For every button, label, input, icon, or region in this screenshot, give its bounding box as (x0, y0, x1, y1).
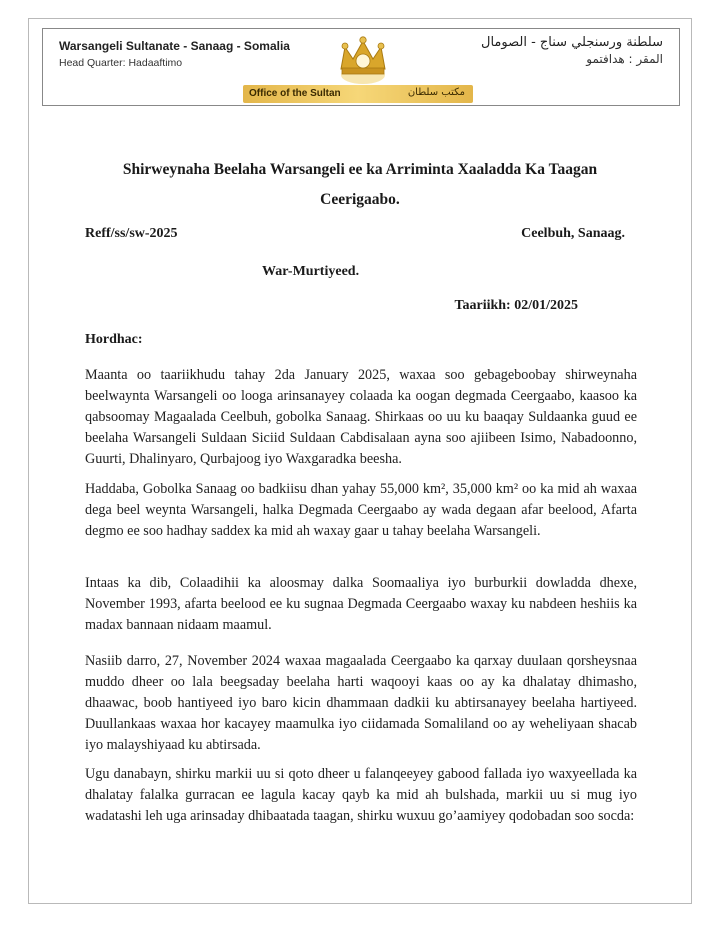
office-label-ar: مكتب سلطان (407, 87, 465, 98)
letterhead-arabic (481, 35, 663, 66)
document-title-line1: Shirweynaha Beelaha Warsangeli ee ka Arriminta Xaaladda Ka Taagan (122, 161, 598, 178)
letterhead-title-en: Warsangeli Sultanate - Sanaag - Somalia (59, 39, 290, 53)
document-subject: War-Murtiyeed. (262, 264, 360, 279)
crown-logo-icon (331, 35, 395, 87)
letterhead-english (59, 39, 290, 69)
document-title-line2: Ceerigaabo. (320, 191, 400, 208)
paragraph: Intaas ka dib, Colaadihii ka aloosmay dalka Soomaaliya iyo burburkii dowladda dhexe, November 1993, afarta beelood ee ku sugnaa Degmada Ceergaabo waxay ku nabdeen heshiis ka madax bannaan nidaam maamul. (85, 575, 637, 633)
office-banner (243, 85, 473, 103)
letterhead-title-ar: سلطنة ورسنجلي سناج - الصومال (481, 35, 663, 50)
document-date: Taariikh: 02/01/2025 (454, 298, 578, 313)
paragraph: Ugu danabayn, shirku markii uu si qoto dheer u falanqeeyey gabood fallada iyo waxyeellada ka dhalatay falalka gurracan ee lagula kacay qayb ka mid ah bulshada, markii uu si mug iyo wadatashi leh uga arinsaday dhibaatada taagan, shirku wuxuu go’aamiyey qodobadan soo socda: (85, 766, 637, 824)
letterhead (42, 28, 680, 106)
letterhead-hq-ar: المقر : هدافتمو (586, 52, 663, 66)
reference-number: Reff/ss/sw-2025 (85, 226, 178, 241)
office-label-en: Office of the Sultan (249, 88, 341, 99)
location: Ceelbuh, Sanaag. (521, 226, 625, 241)
letterhead-hq-en: Head Quarter: Hadaaftimo (59, 57, 183, 69)
paragraph: Nasiib darro, 27, November 2024 waxaa magaalada Ceergaabo ka qarxay duulaan qorsheysnaa muddo dheer oo lala beegsaday beelaha harti waqooyi kaas oo ay ka dhalatay dhimasho, dhaawac, boob hantiyeed iyo baro kicin dhammaan dadkii ku abtirsanayey beelaha hartiyeed. Duullankaas waxaa hor kacayey maamulka iyo ciidamada Somaliland oo ay weheliyaan shacab iyo malayshiyaad ku abtirsada. (85, 653, 637, 753)
paragraph: Maanta oo taariikhudu tahay 2da January 2025, waxaa soo gebageboobay shirweynaha beelwaynta Warsangeli oo looga arinsanayey colaada ka oogan degmada Ceergaabo, kaasoo ka qabsoomay Magaalada Ceelbuh, gobolka Sanaag. Shirkaas oo uu ku baaqay Suldaanka guud ee beelaha Warsangeli Suldaan Siciid Suldaan Cabdisalaan ayna soo ajiibeen Isimo, Nabadoonno, Guurti, Dhalinyaro, Qurbajoog iyo Waxgaradka beesha. (85, 367, 637, 467)
paragraph: Haddaba, Gobolka Sanaag oo badkiisu dhan yahay 55,000 km², 35,000 km² oo ka mid ah waxaa dega beel weynta Warsangeli, halka Degmada Ceergaabo ay wada degaan afar beelood, Afarta degmo ee soo hadhay saddex ka mid ah waxay gaar u tahay beelaha Warsangeli. (85, 481, 637, 539)
section-heading: Hordhac: (85, 332, 143, 347)
